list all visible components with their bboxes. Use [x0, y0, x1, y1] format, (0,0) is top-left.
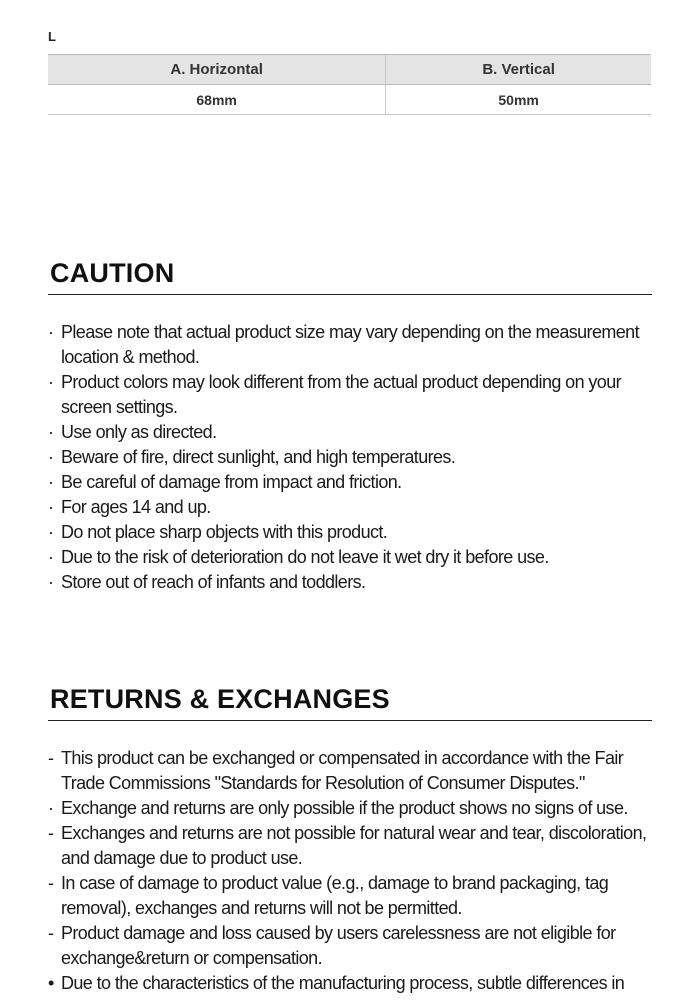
- caution-list: [48, 320, 668, 595]
- returns-item: [48, 796, 668, 821]
- caution-item: [48, 495, 668, 520]
- returns-item: [48, 871, 668, 921]
- caution-item: [48, 320, 668, 370]
- caution-item: [48, 370, 668, 420]
- bullet-mark: ·: [48, 472, 54, 492]
- returns-item: [48, 971, 668, 996]
- returns-list: [48, 746, 668, 996]
- returns-divider: [48, 720, 652, 721]
- caution-item: [48, 470, 668, 495]
- bullet-mark: -: [48, 923, 54, 943]
- bullet-mark: -: [48, 748, 54, 768]
- returns-item-text: Product damage and loss caused by users carelessness are not eligible for exchange&return or compensation.: [61, 923, 616, 968]
- size-header-vertical: B. Vertical: [386, 55, 651, 85]
- bullet-mark: •: [48, 973, 54, 993]
- bullet-mark: ·: [48, 798, 54, 818]
- bullet-mark: ·: [48, 497, 54, 517]
- caution-item-text: Due to the risk of deterioration do not leave it wet dry it before use.: [61, 547, 549, 567]
- returns-item-text: This product can be exchanged or compensated in accordance with the Fair Trade Commissions "Standards for Resolution of Consumer Disputes.": [61, 748, 624, 793]
- returns-item: [48, 746, 668, 796]
- bullet-mark: ·: [48, 572, 54, 592]
- caution-title: CAUTION: [50, 258, 175, 288]
- caution-item-text: Do not place sharp objects with this product.: [61, 522, 388, 542]
- bullet-mark: -: [48, 873, 54, 893]
- returns-item-text: Exchanges and returns are not possible for natural wear and tear, discoloration, and damage due to product use.: [61, 823, 647, 868]
- bullet-mark: ·: [48, 372, 54, 392]
- caution-item-text: Product colors may look different from the actual product depending on your screen settings.: [61, 372, 622, 417]
- size-header-horizontal: A. Horizontal: [48, 55, 386, 85]
- returns-item-text: Exchange and returns are only possible if the product shows no signs of use.: [61, 798, 628, 818]
- caution-item: [48, 445, 668, 470]
- caution-item-text: Please note that actual product size may vary depending on the measurement location & method.: [61, 322, 639, 367]
- caution-item-text: Be careful of damage from impact and friction.: [61, 472, 402, 492]
- size-value-horizontal: 68mm: [48, 85, 386, 115]
- returns-title: RETURNS & EXCHANGES: [50, 684, 390, 714]
- returns-item: [48, 821, 668, 871]
- bullet-mark: ·: [48, 447, 54, 467]
- caution-item: [48, 570, 668, 595]
- caution-item-text: Store out of reach of infants and toddlers.: [61, 572, 366, 592]
- size-table-row: [48, 85, 651, 115]
- caution-item: [48, 545, 668, 570]
- caution-item-text: Use only as directed.: [61, 422, 217, 442]
- size-table: [48, 54, 651, 115]
- bullet-mark: ·: [48, 422, 54, 442]
- caution-item: [48, 420, 668, 445]
- caution-item-text: For ages 14 and up.: [61, 497, 211, 517]
- caution-item: [48, 520, 668, 545]
- size-label: L: [48, 29, 56, 44]
- bullet-mark: -: [48, 823, 54, 843]
- caution-item-text: Beware of fire, direct sunlight, and high temperatures.: [61, 447, 456, 467]
- size-value-vertical: 50mm: [386, 85, 651, 115]
- returns-item: [48, 921, 668, 971]
- bullet-mark: ·: [48, 322, 54, 342]
- returns-item-text: In case of damage to product value (e.g., damage to brand packaging, tag removal), exchanges and returns will not be permitted.: [61, 873, 609, 918]
- returns-item-text: Due to the characteristics of the manufacturing process, subtle differences in: [61, 973, 625, 993]
- caution-divider: [48, 294, 652, 295]
- bullet-mark: ·: [48, 547, 54, 567]
- bullet-mark: ·: [48, 522, 54, 542]
- size-table-header-row: [48, 55, 651, 85]
